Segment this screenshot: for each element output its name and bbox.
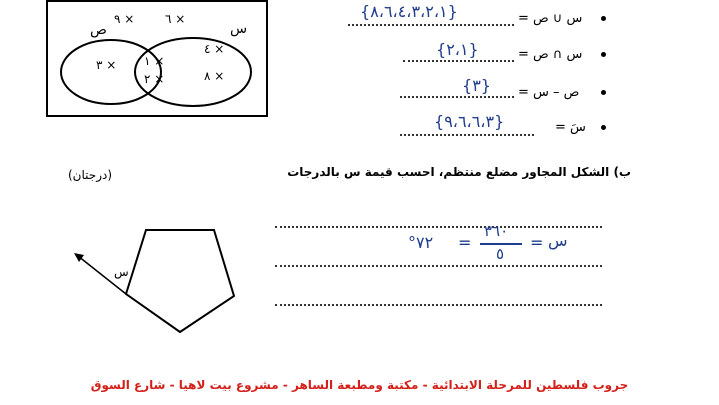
venn-outside-6: ٦ ×	[165, 12, 186, 26]
bullet	[601, 52, 606, 57]
answer-dotted-line	[403, 60, 514, 62]
angle-label: س	[114, 265, 129, 279]
set-line-label: س ∪ ص =	[518, 11, 583, 26]
handwritten-answer: {٢،١}	[436, 40, 479, 59]
handwritten-answer: {٣}	[462, 76, 491, 95]
venn-intersection-1: ١ ×	[144, 54, 165, 68]
marks-label: (درجتان)	[68, 168, 113, 182]
set-line-label: ص – س =	[518, 85, 580, 100]
answer-dotted-line	[348, 24, 514, 26]
pentagon-figure	[64, 222, 244, 342]
answer-dotted-line	[400, 96, 514, 98]
calc-numerator: ٣٦٠	[484, 222, 509, 240]
calc-lhs: س	[548, 231, 568, 250]
venn-diagram	[46, 0, 268, 117]
bullet	[601, 90, 606, 95]
calc-result: °٧٢	[408, 233, 434, 252]
answer-dotted-line-1	[275, 226, 602, 228]
set-line-label: سَ =	[555, 120, 586, 135]
venn-label-s: س	[230, 21, 248, 37]
answer-dotted-line-3	[275, 304, 602, 306]
venn-only-s-4: ٤ ×	[204, 42, 225, 56]
venn-label-sad: ص	[90, 22, 107, 38]
bullet	[601, 16, 606, 21]
calc-equals-2: =	[530, 233, 544, 252]
footer-text: جروب فلسطين للمرحلة الابتدائية - مكتبة ومطبعة الساهر - مشروع بيت لاهيا - شارع السوق	[90, 378, 629, 392]
venn-intersection-2: ٢ ×	[144, 72, 165, 86]
venn-only-s-8: ٨ ×	[204, 69, 225, 83]
answer-dotted-line	[400, 134, 534, 136]
answer-dotted-line-2	[275, 265, 602, 267]
set-line-label: س ∩ ص =	[518, 47, 583, 62]
question-b: ب) الشكل المجاور مضلع منتظم، احسب قيمة س بالدرجات	[287, 165, 631, 179]
handwritten-answer: {٨،٦،٤،٣،٢،١}	[360, 2, 458, 21]
bullet	[601, 125, 606, 130]
calc-denominator: ٥	[496, 245, 505, 263]
calc-equals-1: =	[458, 233, 472, 252]
handwritten-answer: {٩،٦،٦،٣}	[434, 112, 505, 131]
venn-only-sad-3: ٣ ×	[96, 58, 117, 72]
venn-outside-9: ٩ ×	[114, 12, 135, 26]
